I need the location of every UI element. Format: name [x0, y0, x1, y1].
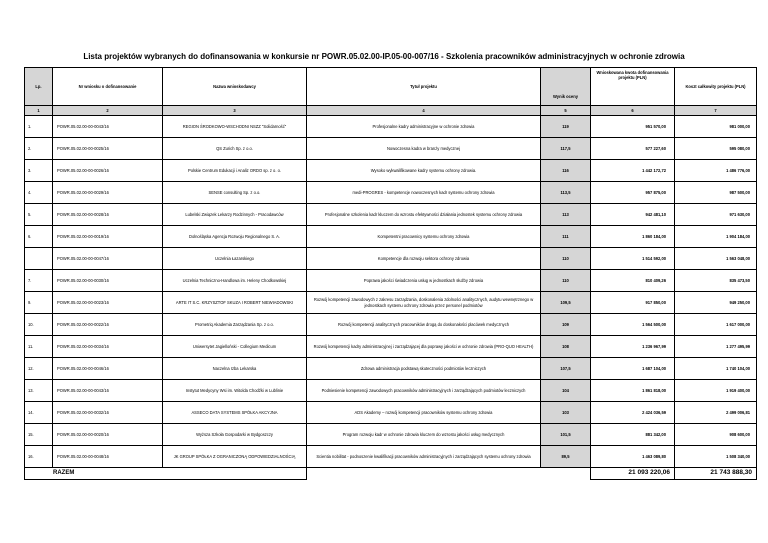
row-lp: 11. — [25, 336, 53, 358]
row-score: 103 — [541, 402, 591, 424]
row-lp: 1. — [25, 116, 53, 138]
row-applicant-name: ASSECO DATA SYSTEMS SPÓŁKA AKCYJNA — [163, 402, 307, 424]
summary-label: RAZEM — [25, 468, 307, 480]
table-row — [25, 116, 757, 138]
row-application-number: POWR.05.02.00-00-0030/16 — [53, 270, 163, 292]
row-lp: 7. — [25, 270, 53, 292]
row-project-title: Rozwój kompetencji analitycznych pracowników drogą do doskonałości placówek medycznych — [307, 314, 541, 336]
row-lp: 5. — [25, 204, 53, 226]
row-project-title: Poprawa jakości świadczenia usług w jednostkach służby zdrowia — [307, 270, 541, 292]
row-score: 113 — [541, 204, 591, 226]
row-application-number: POWR.05.02.00-00-0026/16 — [53, 160, 163, 182]
row-project-title: Profesjonalne kadry administracyjne w ochronie zdrowia — [307, 116, 541, 138]
row-total-cost: 908 600,00 — [675, 424, 757, 446]
row-score: 111 — [541, 226, 591, 248]
row-project-title: Nowoczesna kadra w branży medycznej — [307, 138, 541, 160]
row-applicant-name: Uniwersytet Jagielloński - Collegium Medicum — [163, 336, 307, 358]
row-application-number: POWR.05.02.00-00-0028/16 — [53, 204, 163, 226]
row-score: 110 — [541, 270, 591, 292]
row-score: 116 — [541, 160, 591, 182]
row-applicant-name: Uczelnia Techniczno-Handlowa im. Heleny Chodkowskiej — [163, 270, 307, 292]
table-row — [25, 270, 757, 292]
row-application-number: POWR.05.02.00-00-0043/16 — [53, 116, 163, 138]
row-applicant-name: Polskie Centrum Edukacji i Analiz ORDO sp. z o. o. — [163, 160, 307, 182]
row-application-number: POWR.05.02.00-00-0032/16 — [53, 402, 163, 424]
row-lp — [25, 248, 53, 270]
row-total-cost: 1 740 104,00 — [675, 358, 757, 380]
row-total-cost: 949 250,00 — [675, 292, 757, 314]
row-lp: 14. — [25, 402, 53, 424]
row-score: 109,5 — [541, 292, 591, 314]
row-application-number: POWR.05.02.00-00-0020/16 — [53, 424, 163, 446]
table-row — [25, 204, 757, 226]
row-requested-amount: 881 342,00 — [591, 424, 675, 446]
header-project-title: Tytuł projektu — [307, 68, 541, 106]
row-project-title: Zdrowa administracja podstawą skuteczności podmiotów leczniczych — [307, 358, 541, 380]
row-requested-amount: 1 236 967,99 — [591, 336, 675, 358]
column-number: 5 — [541, 106, 591, 116]
row-lp: 12. — [25, 358, 53, 380]
table-row — [25, 248, 757, 270]
table-row — [25, 336, 757, 358]
column-number-row — [25, 106, 757, 116]
row-total-cost: 2 499 006,81 — [675, 402, 757, 424]
row-project-title: Profesjonalne szkolenia kadr kluczem do wzrostu efektywności działania jednostek systemu ochrony zdrowia — [307, 204, 541, 226]
table-row — [25, 358, 757, 380]
row-applicant-name: Naczelna Izba Lekarska — [163, 358, 307, 380]
row-total-cost: 971 630,00 — [675, 204, 757, 226]
row-requested-amount: 810 409,26 — [591, 270, 675, 292]
row-requested-amount: 1 860 184,00 — [591, 226, 675, 248]
row-project-title: Rozwój kompetencji kadry administracyjnej i zarządzającej dla poprawy jakości w ochronie zdrowia (PRO-QUO HEALTH) — [307, 336, 541, 358]
row-requested-amount: 2 424 036,59 — [591, 402, 675, 424]
table-row — [25, 402, 757, 424]
row-requested-amount: 942 481,10 — [591, 204, 675, 226]
row-requested-amount: 957 875,00 — [591, 182, 675, 204]
table-row — [25, 182, 757, 204]
row-project-title: medi-PROGRES - kompetencje nowoczesnych kadr systemu ochrony zdrowia — [307, 182, 541, 204]
row-lp: 4. — [25, 182, 53, 204]
table-row — [25, 380, 757, 402]
header-requested-amount: Wnioskowana kwota dofinansowania projektu (PLN) — [591, 68, 675, 106]
row-requested-amount: 1 564 500,00 — [591, 314, 675, 336]
row-project-title: Program rozwoju kadr w ochronie zdrowia kluczem do wzrostu jakości usług medycznych — [307, 424, 541, 446]
row-score: 101,5 — [541, 424, 591, 446]
row-requested-amount: 1 442 172,72 — [591, 160, 675, 182]
header-application-number: Nr wniosku o dofinansowanie — [53, 68, 163, 106]
summary-total-cost: 21 743 888,30 — [675, 468, 757, 480]
row-project-title: ADS Akademy – rozwój kompetencji pracowników systemu ochrony zdrowia — [307, 402, 541, 424]
row-application-number: POWR.05.02.00-00-0019/16 — [53, 226, 163, 248]
row-score: 113,5 — [541, 182, 591, 204]
row-project-title: Kompetentni pracownicy systemu ochrony zdrowia — [307, 226, 541, 248]
table-row — [25, 138, 757, 160]
column-number: 7 — [675, 106, 757, 116]
table-row — [25, 424, 757, 446]
row-application-number: POWR.05.02.00-00-0034/16 — [53, 336, 163, 358]
row-total-cost: 1 486 776,00 — [675, 160, 757, 182]
row-applicant-name: QS Zurich Sp. z o.o. — [163, 138, 307, 160]
summary-row — [25, 468, 757, 480]
row-requested-amount: 1 861 818,00 — [591, 380, 675, 402]
row-lp: 9. — [25, 292, 53, 314]
row-application-number: POWR.05.02.00-00-0047/16 — [53, 248, 163, 270]
row-total-cost: 1 617 000,00 — [675, 314, 757, 336]
row-application-number: POWR.05.02.00-00-0029/16 — [53, 182, 163, 204]
row-application-number: POWR.05.02.00-00-0046/16 — [53, 358, 163, 380]
row-applicant-name: Dolnośląska Agencja Rozwoju Regionalnego S. A. — [163, 226, 307, 248]
row-score: 108 — [541, 336, 591, 358]
row-application-number: POWR.05.02.00-00-0043/16 — [53, 380, 163, 402]
row-project-title: Scientia nobilitat - podnoszenie kwalifikacji pracowników administracyjnych i zarządzających systemu ochrony zdrowia — [307, 446, 541, 468]
row-score: 104 — [541, 380, 591, 402]
table-row — [25, 292, 757, 314]
row-project-title: Podniesienie kompetencji zawodowych pracowników administracyjnych i zarządzających podmiotów leczniczych — [307, 380, 541, 402]
row-requested-amount: 1 463 089,80 — [591, 446, 675, 468]
table-row — [25, 226, 757, 248]
column-number: 4 — [307, 106, 541, 116]
column-number: 3 — [163, 106, 307, 116]
row-requested-amount: 577 227,60 — [591, 138, 675, 160]
table-row — [25, 314, 757, 336]
row-lp: 2. — [25, 138, 53, 160]
row-score: 117,5 — [541, 138, 591, 160]
column-number: 6 — [591, 106, 675, 116]
row-applicant-name: Prometriq Akademia Zarządzania Sp. z o.o. — [163, 314, 307, 336]
row-lp: 15. — [25, 424, 53, 446]
row-applicant-name: Wyższa Szkoła Gospodarki w Bydgoszczy — [163, 424, 307, 446]
row-score: 119 — [541, 116, 591, 138]
row-score: 107,5 — [541, 358, 591, 380]
row-lp: 13. — [25, 380, 53, 402]
header-total-cost: Koszt całkowity projektu (PLN) — [675, 68, 757, 106]
row-total-cost: 987 500,00 — [675, 182, 757, 204]
summary-requested-amount: 21 093 220,06 — [591, 468, 675, 480]
row-score: 109 — [541, 314, 591, 336]
row-lp: 10. — [25, 314, 53, 336]
row-applicant-name: REGION ŚRODKOWO-WSCHODNI NSZZ "Solidarność" — [163, 116, 307, 138]
row-lp: 16. — [25, 446, 53, 468]
column-number: 1 — [25, 106, 53, 116]
row-lp: 3. — [25, 160, 53, 182]
row-applicant-name: SENSE consulting Sp. z o.o. — [163, 182, 307, 204]
row-lp: 6. — [25, 226, 53, 248]
row-applicant-name: Lubelski Związek Lekarzy Rodzinnych - Pracodawców — [163, 204, 307, 226]
projects-table — [24, 67, 757, 480]
row-requested-amount: 1 514 592,00 — [591, 248, 675, 270]
row-application-number: POWR.05.02.00-00-0048/16 — [53, 446, 163, 468]
row-application-number: POWR.05.02.00-00-0023/16 — [53, 292, 163, 314]
summary-spacer — [307, 468, 541, 480]
row-applicant-name: Uczelnia Łazarskiego — [163, 248, 307, 270]
row-total-cost: 835 473,50 — [675, 270, 757, 292]
header-lp: Lp. — [25, 68, 53, 106]
header-score: Wynik oceny — [541, 68, 591, 106]
row-total-cost: 1 563 048,00 — [675, 248, 757, 270]
row-total-cost: 1 919 400,00 — [675, 380, 757, 402]
row-requested-amount: 1 687 104,00 — [591, 358, 675, 380]
row-score: 89,5 — [541, 446, 591, 468]
row-total-cost: 1 508 340,00 — [675, 446, 757, 468]
header-applicant-name: Nazwa wnioskodawcy — [163, 68, 307, 106]
row-score: 110 — [541, 248, 591, 270]
row-applicant-name: ARTE IT S.C. KRZYSZTOF SKUZA I ROBERT NIEWIADOWSKI — [163, 292, 307, 314]
row-total-cost: 1 277 495,99 — [675, 336, 757, 358]
row-project-title: Kompetencje dla rozwoju sektora ochrony zdrowia — [307, 248, 541, 270]
row-total-cost: 1 904 184,00 — [675, 226, 757, 248]
row-total-cost: 981 000,00 — [675, 116, 757, 138]
page-title: Lista projektów wybranych do dofinansowania w konkursie nr POWR.05.02.00-IP.05-00-007/16 - Szkolenia pracowników administracyjnych w ochronie zdrowia — [83, 52, 685, 61]
row-project-title: Wysoko wykwalifikowane kadry systemu ochrony zdrowia. — [307, 160, 541, 182]
table-row — [25, 160, 757, 182]
table-row — [25, 446, 757, 468]
summary-spacer — [541, 468, 591, 480]
row-requested-amount: 951 570,00 — [591, 116, 675, 138]
row-project-title: Rozwój kompetencji zawodowych z zakresu zarządzania, doskonalenia zdolności analitycznych, audytu wewnętrznego w jednostkach systemu ochrony zdrowia przez personel podmiotów — [307, 292, 541, 314]
row-application-number: POWR.05.02.00-00-0025/16 — [53, 138, 163, 160]
column-number: 2 — [53, 106, 163, 116]
row-total-cost: 595 080,00 — [675, 138, 757, 160]
row-applicant-name: JK GROUP SPÓŁKA Z OGRANICZONĄ ODPOWIEDZIALNOŚCIĄ — [163, 446, 307, 468]
row-requested-amount: 917 850,00 — [591, 292, 675, 314]
row-applicant-name: Instytut Medycyny Wsi im. Witolda Chodźki w Lublinie — [163, 380, 307, 402]
row-application-number: POWR.05.02.00-00-0022/16 — [53, 314, 163, 336]
